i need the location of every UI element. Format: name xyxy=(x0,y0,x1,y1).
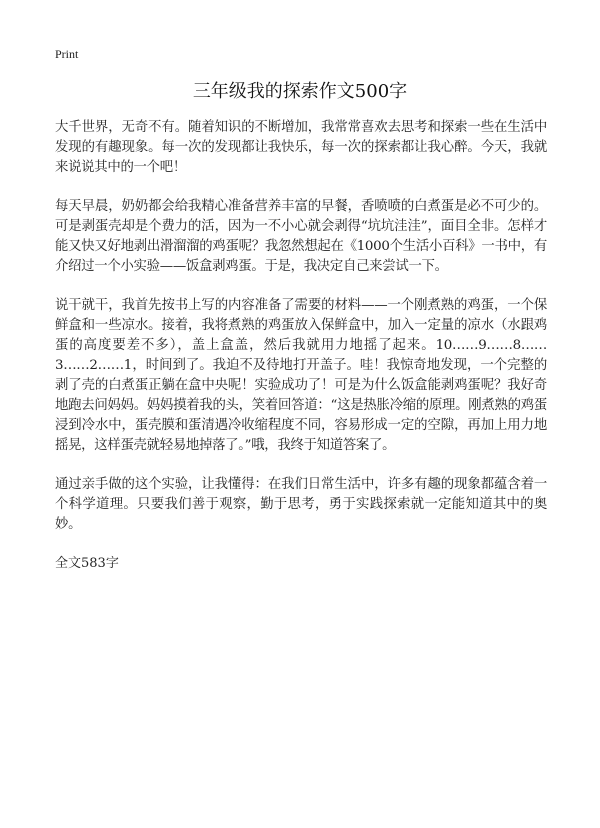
article-title: 三年级我的探索作文500字 xyxy=(192,81,408,102)
word-count: 全文583字 xyxy=(55,556,119,571)
article-paragraph-1: 大千世界，无奇不有。随着知识的不断增加，我常常喜欢去思考和探索一些在生活中发现的有趣现象。每一次的发现都让我快乐，每一次的探索都让我心醉。今天，我就来说说其中的一个吧！ xyxy=(55,120,547,175)
article-paragraph-4: 通过亲手做的这个实验，让我懂得：在我们日常生活中，许多有趣的现象都蕴含着一个科学道理。只要我们善于观察，勤于思考，勇于实践探索就一定能知道其中的奥妙。 xyxy=(55,477,547,532)
article-paragraph-2: 每天早晨，奶奶都会给我精心准备营养丰富的早餐，香喷喷的白煮蛋是必不可少的。可是剥蛋壳却是个费力的活，因为一不小心就会剥得“坑坑洼洼”，面目全非。怎样才能又快又好地剥出滑溜溜的鸡蛋呢？我忽然想起在《1000个生活小百科》一书中，有介绍过一个小实验——饭盒剥鸡蛋。于是，我决定自己来尝试一下。 xyxy=(55,199,547,274)
article-paragraph-3: 说干就干，我首先按书上写的内容准备了需要的材料——一个刚煮熟的鸡蛋，一个保鲜盒和一些凉水。接着，我将煮熟的鸡蛋放入保鲜盒中，加入一定量的凉水（水跟鸡蛋的高度要差不多），盖上盒盖，然后我就用力地摇了起来。10……9……8……3……2……1，时间到了。我迫不及待地打开盖子。哇！我惊奇地发现，一个完整的剥了壳的白煮蛋正躺在盒中央呢！实验成功了！可是为什么饭盒能剥鸡蛋呢？我好奇地跑去问妈妈。妈妈摸着我的头，笑着回答道：“这是热胀冷缩的原理。刚煮熟的鸡蛋浸到冷水中，蛋壳膜和蛋清遇冷收缩程度不同，容易形成一定的空隙，再加上用力地摇晃，这样蛋壳就轻易地掉落了。”哦，我终于知道答案了。 xyxy=(55,298,547,453)
article-body xyxy=(55,118,547,574)
print-link[interactable]: Print xyxy=(55,47,79,61)
